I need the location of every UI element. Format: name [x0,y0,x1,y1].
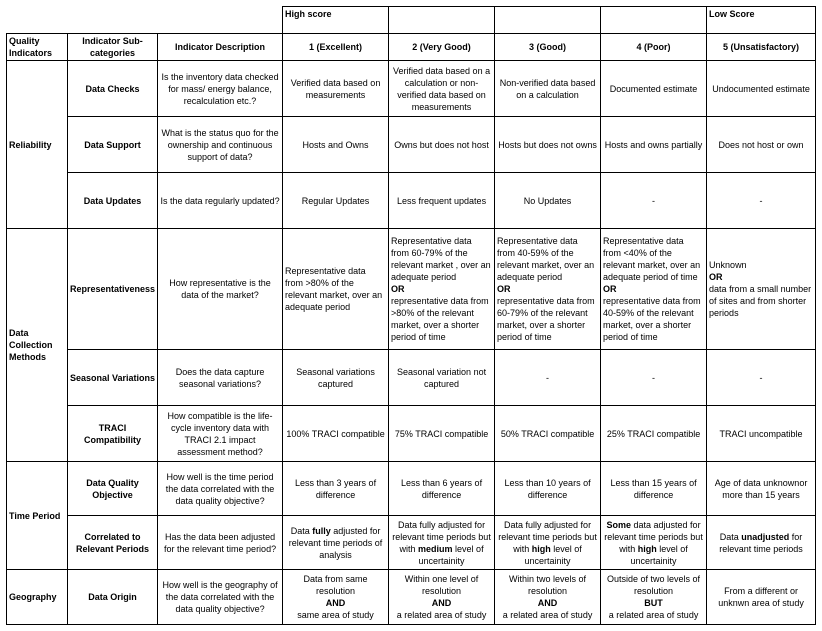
and-keyword: AND [537,598,558,608]
blank-cell [158,7,283,34]
description-data-quality-objective: How well is the time period the data correlated with the data quality objective? [158,462,283,516]
score-text: adjusted for relevant time periods of analysis [288,525,383,560]
emphasis-text: medium [418,543,453,554]
group-data-collection: Data Collection Methods [7,229,68,462]
table-row [7,61,816,117]
header-quality-indicators: Quality Indicators [7,34,68,61]
blank-cell [68,7,158,34]
score-text: same area of study [297,610,374,620]
and-keyword: AND [325,598,346,608]
score-text: a related area of study [396,610,487,620]
score-cell [389,570,495,625]
score-cell [601,570,707,625]
subcategory-traci-compatibility: TRACI Compatibility [68,406,158,462]
score-text: data adjusted for relevant time periods but with [604,519,703,554]
table-row [7,173,816,229]
emphasis-text: high [637,543,657,554]
score-cell: Age of data unknownor more than 15 years [707,462,816,516]
score-cell: Owns but does not host [389,117,495,173]
score-text: Data fully adjusted for relevant time periods but with [498,519,597,554]
subcategory-correlated-periods: Correlated to Relevant Periods [68,516,158,570]
score-cell: Non-verified data based on a calculation [495,61,601,117]
emphasis-text: unadjusted [741,531,790,542]
description-traci-compatibility: How compatible is the life-cycle inventory data with TRACI 2.1 impact assessment method? [158,406,283,462]
data-quality-table [6,6,816,625]
description-representativeness: How representative is the data of the market? [158,229,283,350]
score-cell: Representative data from >80% of the relevant market, over an adequate period [283,229,389,350]
score-cell [283,516,389,570]
score-text: representative data from 60-79% of the relevant market, over a shorter period of time [497,296,595,342]
score-cell: Regular Updates [283,173,389,229]
blank-cell [601,7,707,34]
or-keyword: OR [709,272,723,282]
score-cell: Seasonal variations captured [283,350,389,406]
score-text: level of uncertainity [630,543,688,566]
or-keyword: OR [497,284,511,294]
group-time-period: Time Period [7,462,68,570]
score-text: Representative data from 60-79% of the relevant market , over an adequate period [391,236,491,282]
score-cell [389,229,495,350]
score-cell [495,229,601,350]
description-data-checks: Is the inventory data checked for mass/ energy balance, recalculation etc.? [158,61,283,117]
score-text: Representative data from 40-59% of the relevant market, over an adequate period [497,236,595,282]
score-cell: Hosts and Owns [283,117,389,173]
header-score-2: 2 (Very Good) [389,34,495,61]
score-cell [707,516,816,570]
header-score-3: 3 (Good) [495,34,601,61]
score-cell [283,570,389,625]
score-text: Within two levels of resolution [509,574,587,596]
score-cell: Documented estimate [601,61,707,117]
score-cell [389,516,495,570]
score-text: level of uncertainity [418,543,484,566]
table-row [7,117,816,173]
score-cell: - [495,350,601,406]
and-keyword: AND [431,598,452,608]
score-cell: Seasonal variation not captured [389,350,495,406]
or-keyword: OR [391,284,405,294]
score-cell: Hosts and owns partially [601,117,707,173]
score-cell: Less than 15 years of difference [601,462,707,516]
score-text: representative data from >80% of the relevant market, over a shorter period of time [391,296,489,342]
score-text: data from a small number of sites and from shorter periods [709,284,812,318]
score-cell: No Updates [495,173,601,229]
table-row [7,350,816,406]
score-cell: Hosts but does not owns [495,117,601,173]
header-description: Indicator Description [158,34,283,61]
score-cell: Less than 6 years of difference [389,462,495,516]
but-keyword: BUT [644,598,663,608]
score-cell: Less than 10 years of difference [495,462,601,516]
score-cell: TRACI uncompatible [707,406,816,462]
subcategory-data-updates: Data Updates [68,173,158,229]
score-text: Data [290,525,313,536]
score-cell: Less frequent updates [389,173,495,229]
score-range-row [7,7,816,34]
score-cell: Does not host or own [707,117,816,173]
header-score-5: 5 (Unsatisfactory) [707,34,816,61]
score-cell [495,570,601,625]
low-score-label: Low Score [707,7,816,34]
score-cell: Less than 3 years of difference [283,462,389,516]
score-text: Unknown [709,260,747,270]
score-cell: - [601,350,707,406]
score-text: Outside of two levels of resolution [607,574,701,596]
description-data-updates: Is the data regularly updated? [158,173,283,229]
score-cell: - [707,173,816,229]
group-reliability: Reliability [7,61,68,229]
table-row [7,462,816,516]
subcategory-representativeness: Representativeness [68,229,158,350]
description-data-origin: How well is the geography of the data correlated with the data quality objective? [158,570,283,625]
table-row [7,229,816,350]
emphasis-text: high [531,543,551,554]
description-data-support: What is the status quo for the ownership and continuous support of data? [158,117,283,173]
score-cell: 100% TRACI compatible [283,406,389,462]
blank-cell [495,7,601,34]
high-score-label: High score [283,7,389,34]
subcategory-data-quality-objective: Data Quality Objective [68,462,158,516]
group-geography: Geography [7,570,68,625]
header-sub-categories: Indicator Sub-categories [68,34,158,61]
or-keyword: OR [603,284,617,294]
description-correlated-periods: Has the data been adjusted for the relevant time period? [158,516,283,570]
header-row [7,34,816,61]
score-cell: Verified data based on measurements [283,61,389,117]
table-row [7,570,816,625]
subcategory-data-checks: Data Checks [68,61,158,117]
score-text: a related area of study [608,610,699,620]
score-cell: From a different or unknwn area of study [707,570,816,625]
subcategory-data-origin: Data Origin [68,570,158,625]
score-cell: - [707,350,816,406]
score-text: Data fully adjusted for relevant time periods but with [392,519,491,554]
subcategory-seasonal-variations: Seasonal Variations [68,350,158,406]
score-cell: 50% TRACI compatible [495,406,601,462]
emphasis-text: fully [312,525,331,536]
table-row [7,406,816,462]
score-text: Within one level of resolution [404,574,479,596]
score-cell: 75% TRACI compatible [389,406,495,462]
description-seasonal-variations: Does the data capture seasonal variations? [158,350,283,406]
score-cell [601,229,707,350]
score-cell: - [601,173,707,229]
table-row [7,516,816,570]
score-text: a related area of study [502,610,593,620]
score-cell [707,229,816,350]
score-text: Data from same resolution [303,574,368,596]
score-cell [601,516,707,570]
score-cell: 25% TRACI compatible [601,406,707,462]
subcategory-data-support: Data Support [68,117,158,173]
score-text: Data [719,531,742,542]
score-cell: Undocumented estimate [707,61,816,117]
blank-cell [389,7,495,34]
header-score-1: 1 (Excellent) [283,34,389,61]
score-cell [495,516,601,570]
score-text: for relevant time periods [719,531,803,554]
score-text: Representative data from <40% of the relevant market, over an adequate period of time [603,236,701,282]
score-cell: Verified data based on a calculation or non-verified data based on measurements [389,61,495,117]
score-text: representative data from 40-59% of the relevant market, over a shorter period of time [603,296,701,342]
score-text: level of uncertainity [524,543,582,566]
emphasis-text: Some [606,519,632,530]
blank-cell [7,7,68,34]
header-score-4: 4 (Poor) [601,34,707,61]
